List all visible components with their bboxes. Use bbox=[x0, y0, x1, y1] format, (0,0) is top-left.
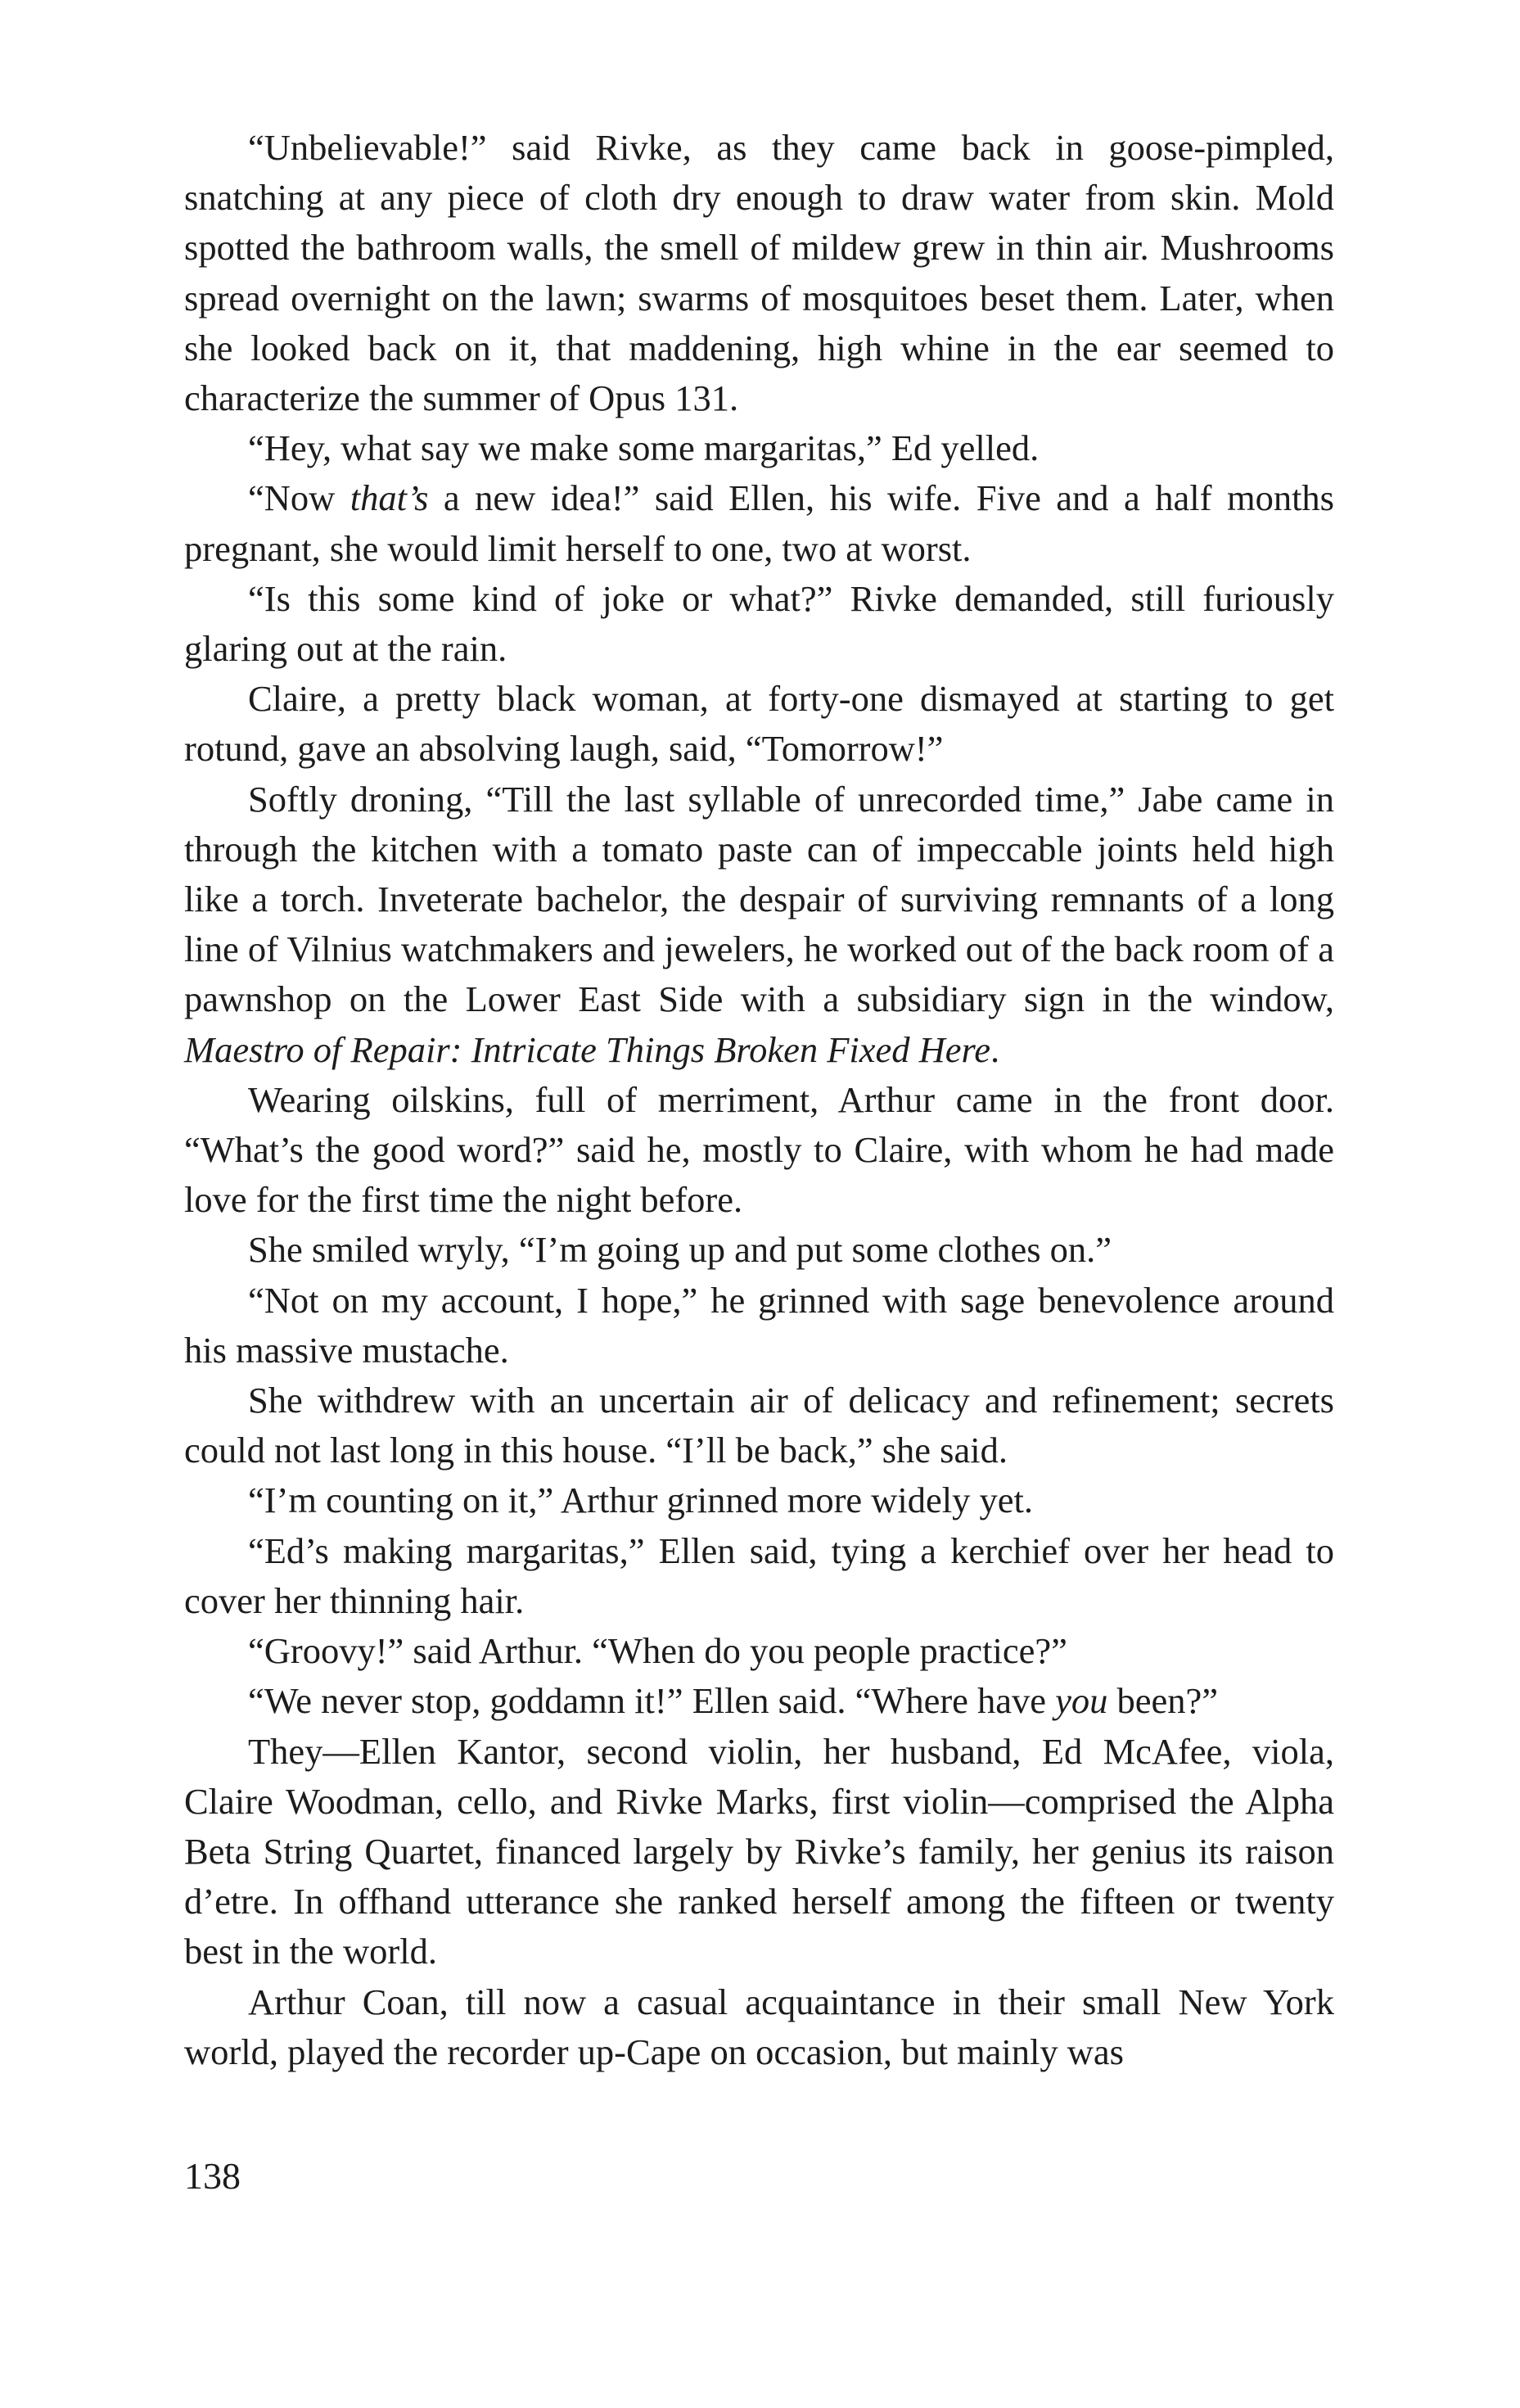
paragraph-16: Arthur Coan, till now a casual acquaintance in their small New York world, played the recorder up-Cape on occasion, but mainly was bbox=[184, 1981, 1334, 2072]
paragraph-2: “Hey, what say we make some margaritas,” Ed yelled. bbox=[248, 427, 1040, 469]
p14-lead: “We never stop, goddamn it!” Ellen said. “Where have bbox=[248, 1680, 1056, 1722]
paragraph-8: She smiled wryly, “I’m going up and put some clothes on.” bbox=[248, 1229, 1112, 1271]
paragraph-14 bbox=[184, 1676, 1334, 1726]
p3-open: “Now bbox=[248, 477, 350, 519]
paragraph-5: Claire, a pretty black woman, at forty-one dismayed at starting to get rotund, gave an absolving laugh, said, “Tomorrow!” bbox=[184, 678, 1334, 770]
emphasis-thats: that’s bbox=[350, 477, 429, 519]
paragraph-13: “Groovy!” said Arthur. “When do you people practice?” bbox=[248, 1630, 1067, 1672]
p3-rest: a new idea!” said Ellen, his wife. Five and a half months pregnant, she would limit herself to one, two at worst. bbox=[184, 477, 1334, 569]
p6-lead: Softly droning, “Till the last syllable of unrecorded time,” Jabe came in through the kitchen with a tomato paste can of impeccable joints held high like a torch. Inveterate bachelor, the despair of surviving remnants of a long line of Vilnius watchmakers and jewelers, he worked out of the back room of a pawnshop on the Lower East Side with a subsidiary sign in the window, bbox=[184, 778, 1334, 1020]
paragraph-12: “Ed’s making margaritas,” Ellen said, tying a kerchief over her head to cover her thinning hair. bbox=[184, 1529, 1334, 1621]
emphasis-you: you bbox=[1055, 1680, 1108, 1722]
paragraph-11: “I’m counting on it,” Arthur grinned more widely yet. bbox=[248, 1480, 1033, 1521]
sign-text: Maestro of Repair: Intricate Things Broken Fixed Here bbox=[184, 1028, 990, 1070]
body-text bbox=[184, 123, 1334, 2077]
paragraph-7: Wearing oilskins, full of merriment, Arthur came in the front door. “What’s the good word?” said he, mostly to Claire, with whom he had made love for the first time the night before. bbox=[184, 1078, 1334, 1221]
paragraph-6 bbox=[184, 775, 1334, 1075]
page-number: 138 bbox=[184, 2155, 241, 2197]
paragraph-15: They—Ellen Kantor, second violin, her husband, Ed McAfee, viola, Claire Woodman, cello, and Rivke Marks, first violin—comprised the Alpha Beta String Quartet, financed largely by Rivke’s family, her genius its raison d’etre. In offhand utterance she ranked herself among the fifteen or twenty best in the world. bbox=[184, 1730, 1334, 1972]
p6-end: . bbox=[990, 1028, 1000, 1070]
p14-end: been?” bbox=[1107, 1680, 1219, 1722]
paragraph-10: She withdrew with an uncertain air of delicacy and refinement; secrets could not last long in this house. “I’ll be back,” she said. bbox=[184, 1380, 1334, 1471]
paragraph-9: “Not on my account, I hope,” he grinned with sage benevolence around his massive mustache. bbox=[184, 1279, 1334, 1371]
paragraph-1: “Unbelievable!” said Rivke, as they came back in goose-pimpled, snatching at any piece of cloth dry enough to draw water from skin. Mold spotted the bathroom walls, the smell of mildew grew in thin air. Mushrooms spread overnight on the lawn; swarms of mosquitoes beset them. Later, when she looked back on it, that maddening, high whine in the ear seemed to characterize the summer of Opus 131. bbox=[184, 127, 1334, 419]
paragraph-3 bbox=[184, 473, 1334, 573]
paragraph-4: “Is this some kind of joke or what?” Rivke demanded, still furiously glaring out at the rain. bbox=[184, 577, 1334, 670]
